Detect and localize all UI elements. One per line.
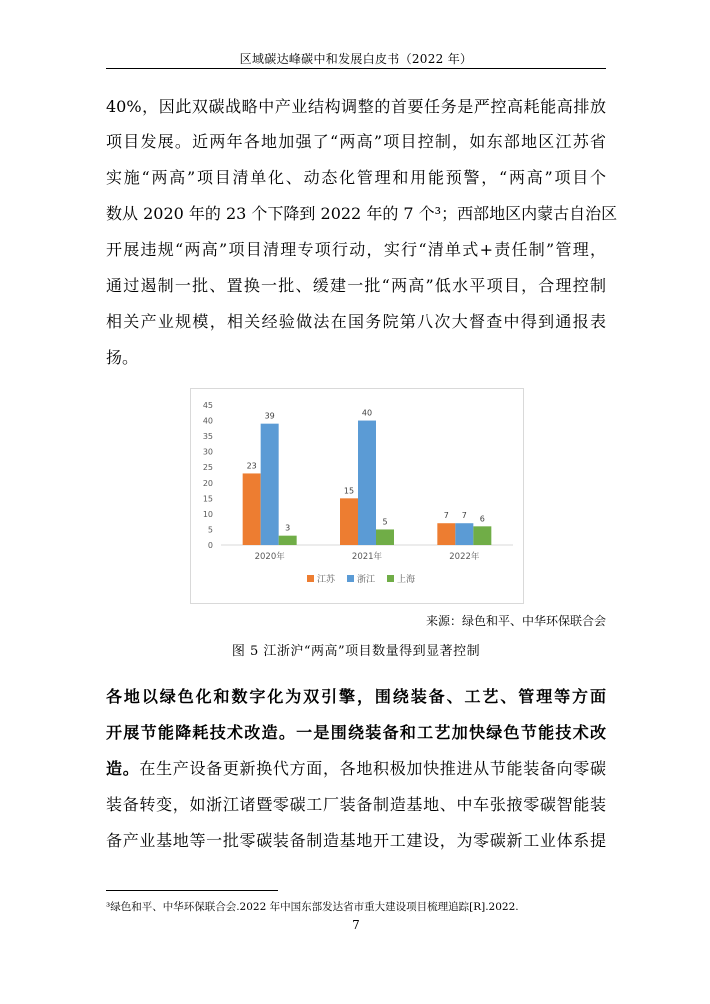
paragraph-line: 40%，因此双碳战略中产业结构调整的首要任务是严控高耗能高排放 [106,97,606,116]
data-label: 23 [246,461,257,471]
paragraph-line [106,828,606,851]
plain-text: 备产业基地等一批零碳装备制造基地开工建设，为零碳新工业体系提 [106,831,606,850]
header-rule [106,68,606,69]
footnote-rule [106,890,278,891]
data-label: 40 [361,408,373,418]
bar [340,498,358,545]
data-label: 7 [443,511,449,521]
paragraph-line [106,792,606,815]
bar-chart [191,389,523,603]
y-tick-label: 0 [207,541,213,550]
paragraph-line: 开展违规“两高”项目清理专项行动，实行“清单式+责任制”管理， [106,240,606,259]
bar-chart-figure [190,388,524,604]
y-tick-label: 5 [207,525,213,535]
legend-label: 江苏 [317,575,336,585]
bar [358,421,376,545]
y-tick-label: 45 [202,401,213,410]
paragraph-line: 扬。 [106,348,139,367]
legend-swatch [307,575,314,582]
data-label: 15 [343,486,355,496]
x-tick-label: 2020年 [254,552,285,562]
y-tick-label: 40 [202,416,213,426]
bar [455,523,473,545]
data-label: 7 [461,511,467,521]
y-tick-label: 10 [202,509,213,519]
legend-swatch [347,575,354,582]
paragraph-line: 相关产业规模，相关经验做法在国务院第八次大督查中得到通报表 [106,312,606,331]
data-label: 6 [479,514,485,524]
bar [473,526,491,545]
y-tick-label: 20 [202,478,213,488]
bar [261,424,279,545]
paragraph-line: 项目发展。近两年各地加强了“两高”项目控制，如东部地区江苏省 [106,132,606,151]
footnote: ³绿色和平、中华环保联合会.2022 年中国东部发达省市重大建设项目梳理追踪[R].2022. [106,901,519,913]
data-label: 39 [264,411,275,421]
paragraph-line: 实施“两高”项目清单化、动态化管理和用能预警，“两高”项目个 [106,168,606,187]
running-header: 区域碳达峰碳中和发展白皮书（2022 年） [239,52,473,66]
plain-text: 装备转变，如浙江诸暨零碳工厂装备制造基地、中车张掖零碳智能装 [106,795,606,814]
data-label: 5 [382,517,388,527]
plain-text: 在生产设备更新换代方面，各地积极加快推进从节能装备向零碳 [139,759,606,778]
paragraph-line [106,684,606,707]
paragraph-line: 通过遏制一批、置换一批、缓建一批“两高”低水平项目，合理控制 [106,276,606,295]
bold-text: 各地以绿色化和数字化为双引擎，围绕装备、工艺、管理等方面 [106,687,606,706]
y-tick-label: 25 [202,463,213,473]
figure-caption: 图 5 江浙沪“两高”项目数量得到显著控制 [231,644,481,659]
paragraph-line [106,756,606,779]
bar [437,523,455,545]
y-tick-label: 30 [202,447,213,457]
data-label: 3 [285,523,291,533]
y-tick-label: 35 [202,432,213,442]
bold-text: 造。 [106,759,140,778]
x-tick-label: 2022年 [449,552,480,562]
x-tick-label: 2021年 [351,552,383,562]
bar [376,529,394,545]
legend-swatch [387,575,394,582]
legend-label: 浙江 [357,575,376,585]
bold-text: 开展节能降耗技术改造。一是围绕装备和工艺加快绿色节能技术改 [106,723,606,742]
bar [279,536,297,545]
paragraph-line: 数从 2020 年的 23 个下降到 2022 年的 7 个³；西部地区内蒙古自治区 [106,204,618,223]
y-tick-label: 15 [202,494,213,504]
page-number: 7 [352,918,360,932]
legend-label: 上海 [397,575,416,585]
bar [243,473,261,545]
paragraph-line [106,720,606,743]
figure-source: 来源：绿色和平、中华环保联合会 [425,614,606,628]
